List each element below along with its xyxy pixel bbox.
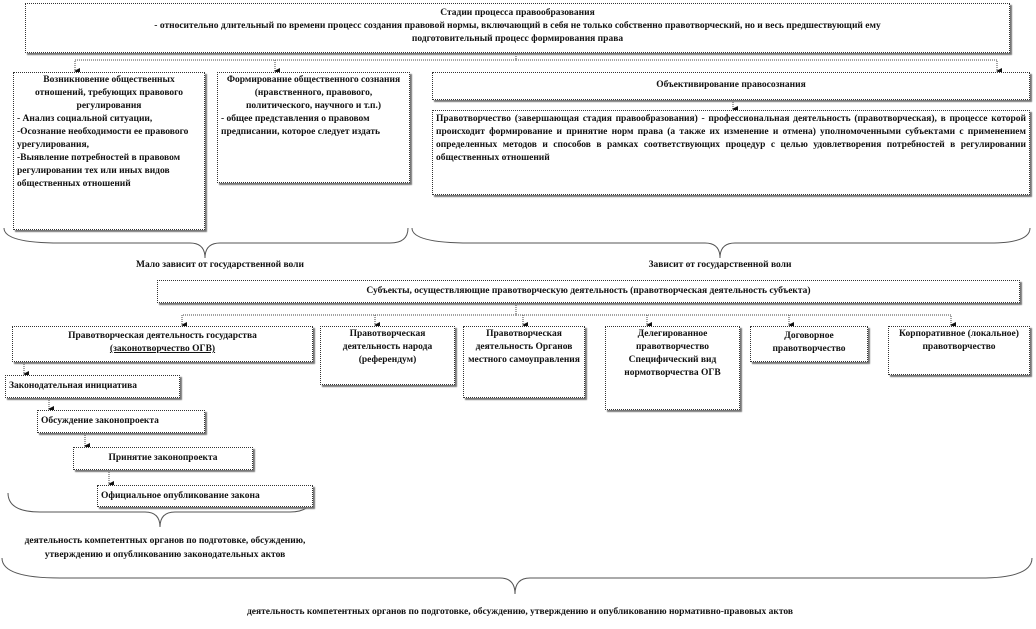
stage-objectification-box [432, 72, 1030, 100]
stage-item: - Анализ социальной ситуации, [17, 114, 153, 124]
lawmaking-definition-box [432, 110, 1030, 195]
stage-consciousness-title: Формирование общественного сознания (нравственного, правового, политического, научного и т.п.) [226, 75, 401, 111]
stage-item: -Осознание необходимости ее правового урегулирования, [17, 127, 189, 150]
type-label: Делегированное правотворчество Специфический вид нормотворчества ОГВ [624, 329, 721, 378]
strong-dependency-label: Зависит от государственной воли [648, 260, 792, 270]
type-state-title: Правотворческая деятельность государства [68, 331, 257, 341]
stage-consciousness-box [217, 72, 410, 183]
stage-relations-box [13, 72, 205, 230]
type-state [12, 326, 313, 362]
stages-title: Стадии процесса правообразования [440, 8, 595, 18]
step-initiative [5, 375, 180, 398]
type-people [320, 326, 455, 385]
type-label: Правотворческая деятельность Органов местного самоуправления [468, 329, 580, 365]
stage-objectification-title: Объективирование правосознания [656, 80, 806, 90]
type-corporate [888, 326, 1030, 375]
lawmaking-definition: Правотворчество (завершающая стадия правообразования) - профессиональная деятельность (правотворческая), в процессе которой происходит формирование и принятие норм права (а также их изменение и отмена) уполномоченными субъектами с применением определенных методов и способов в рамках соответствующих процедур с целью удовлетворения потребностей в регулировании общественных отношений [436, 114, 1026, 163]
stage-relations-title: Возникновение общественных отношений, требующих правового регулирования [35, 75, 183, 111]
step-adoption [73, 447, 253, 470]
stages-definition: - относительно длительный по времени процесс создания правовой нормы, включающий в себя не только собственно правотворческий, но и весь предшествующий ему [154, 21, 881, 31]
step-discussion [37, 410, 205, 433]
type-state-subtitle: (законотворчество ОГВ) [109, 344, 216, 354]
type-label: Корпоративное (локальное) правотворчество [899, 329, 1019, 352]
subjects-title: Субъекты, осуществляющие правотворческую деятельность (правотворческая деятельность субъекта) [366, 286, 811, 296]
type-delegated [605, 326, 740, 410]
subjects-box [157, 280, 1020, 303]
type-label: Правотворческая деятельность народа (референдум) [342, 329, 433, 365]
stages-definition-end: подготовительный процесс формирования права [411, 34, 624, 44]
bottom-note: деятельность компетентных органов по подготовке, обсуждению, утверждению и опубликованию нормативно-правовых актов [246, 607, 794, 617]
step-publication [97, 485, 313, 507]
stages-box [25, 3, 1010, 53]
type-contract [750, 326, 868, 362]
weak-dependency-label: Мало зависит от государственной воли [135, 260, 304, 270]
type-label: Договорное правотворчество [772, 331, 846, 354]
step-label: Законодательная инициатива [9, 381, 137, 391]
step-label: Официальное опубликование закона [101, 491, 260, 501]
legislative-note: деятельность компетентных органов по подготовке, обсуждению, утверждению и опубликованию законодательных актов [24, 536, 306, 560]
step-label: Обсуждение законопроекта [41, 416, 159, 426]
stage-item: - общее представления о правовом предписании, которое следует издать [221, 114, 381, 137]
stage-item: -Выявление потребностей в правовом регулировании тех или иных видов общественных отношений [17, 153, 181, 189]
type-local [463, 326, 585, 398]
step-label: Принятие законопроекта [108, 453, 218, 463]
